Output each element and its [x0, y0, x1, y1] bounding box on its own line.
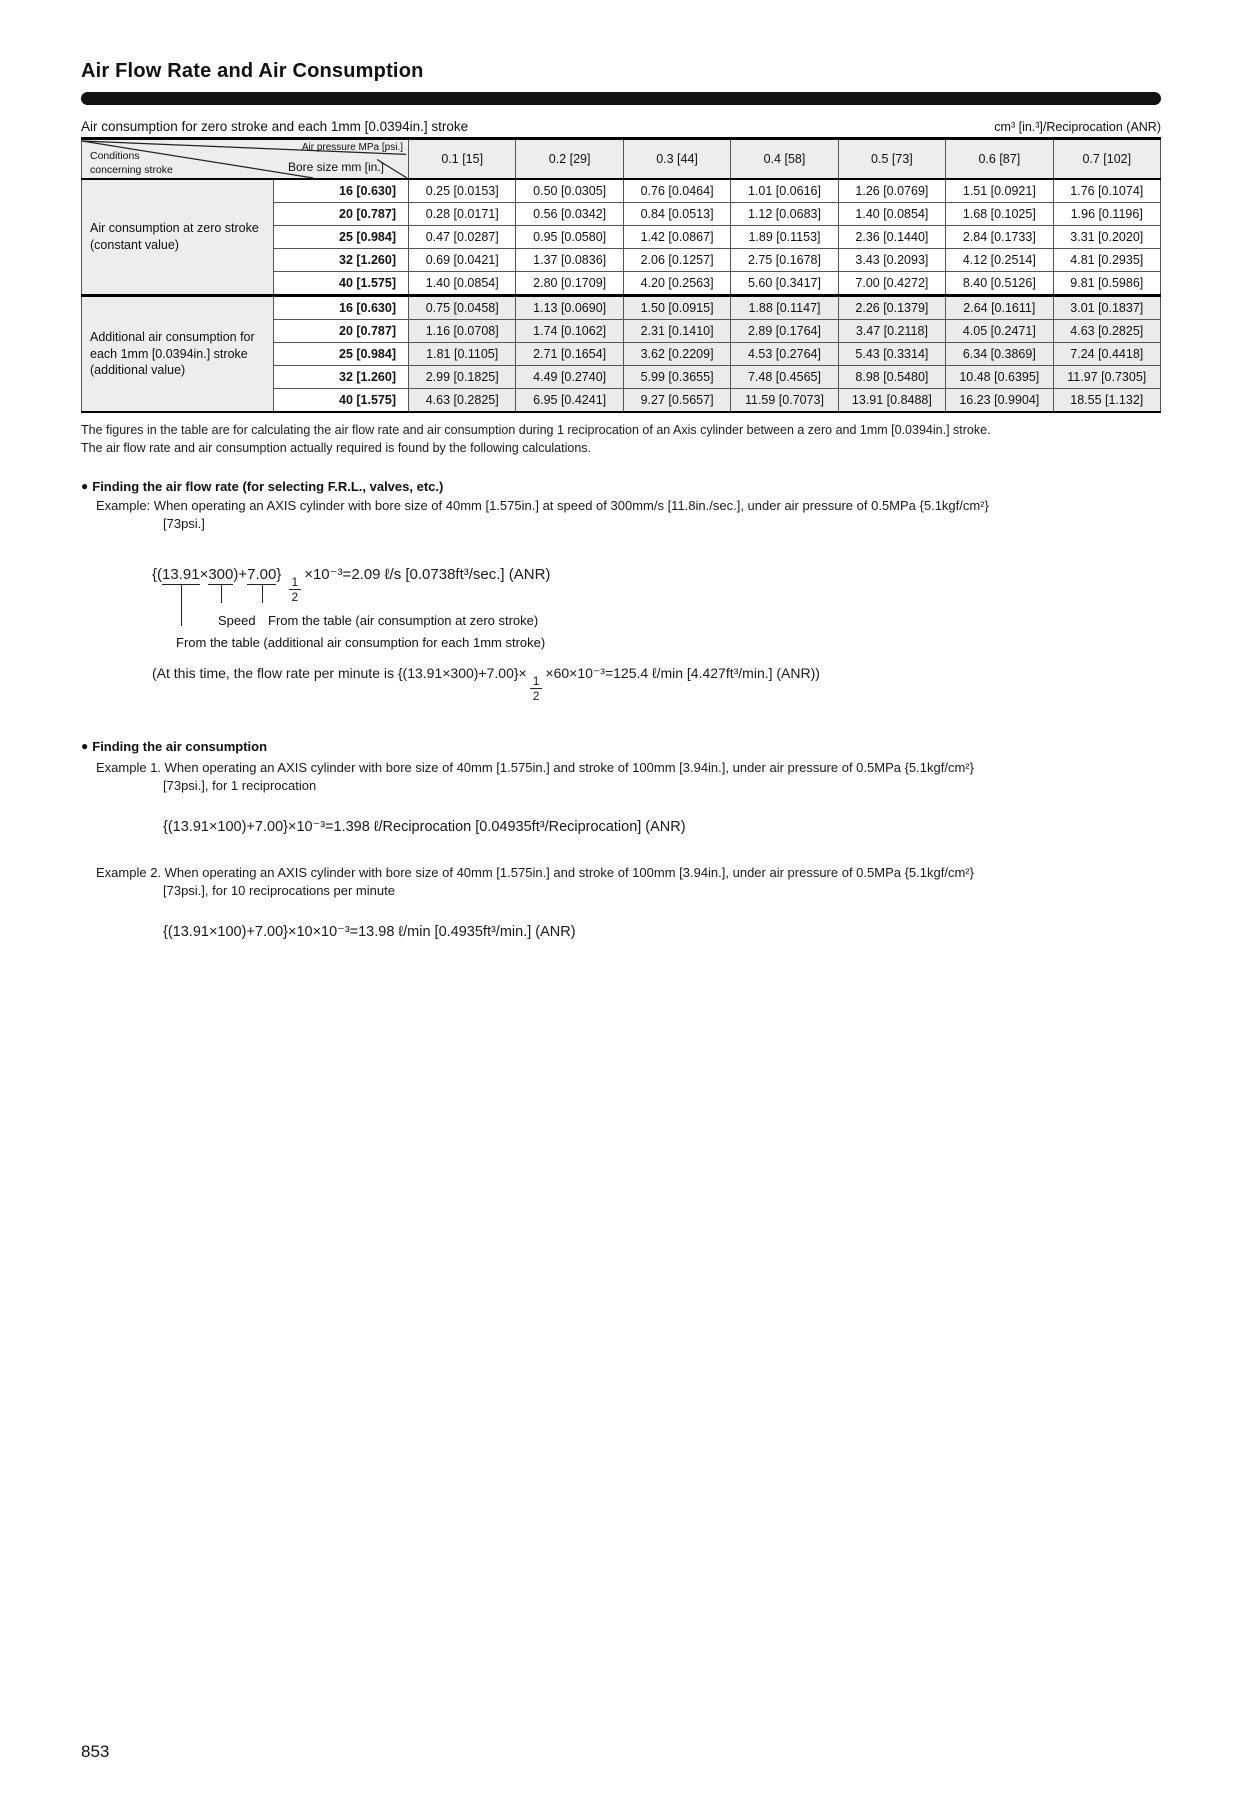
- value-cell: 1.40 [0.0854]: [409, 272, 516, 296]
- consumption-example-2: [81, 865, 1161, 940]
- value-cell: 2.84 [0.1733]: [946, 226, 1053, 249]
- value-cell: 7.48 [0.4565]: [731, 366, 838, 389]
- pressure-header: 0.2 [29]: [516, 139, 623, 180]
- value-cell: 0.25 [0.0153]: [409, 179, 516, 203]
- example2-line2: [73psi.], for 10 reciprocations per minute: [163, 883, 395, 899]
- formula-brace: }: [276, 566, 282, 584]
- footnote-line1: The figures in the table are for calculating the air flow rate and air consumption during 1 reciprocation of an Axis cylinder between a zero and 1mm [0.0394in.] stroke.: [81, 423, 991, 437]
- value-cell: 2.64 [0.1611]: [946, 296, 1053, 320]
- minute-note-pre: (At this time, the flow rate per minute is {(13.91×300)+7.00}×: [152, 665, 527, 682]
- formula-close-plus: )+: [233, 566, 248, 584]
- example2-line1: Example 2. When operating an AXIS cylinder with bore size of 40mm [1.575in.] and stroke of 100mm [3.94in.], under air pressure of 0.5MPa {5.1kgf/cm²}: [96, 865, 974, 881]
- bullet-icon: ●: [81, 479, 89, 494]
- fraction-one-half: $\frac{1}{2}$: [289, 576, 302, 604]
- table-header-row: [82, 139, 1161, 180]
- value-cell: 0.76 [0.0464]: [623, 179, 730, 203]
- value-cell: 13.91 [0.8488]: [838, 389, 945, 413]
- value-cell: 0.50 [0.0305]: [516, 179, 623, 203]
- bore-size-cell: 25 [0.984]: [274, 226, 409, 249]
- value-cell: 2.36 [0.1440]: [838, 226, 945, 249]
- table-footnotes: [81, 421, 1091, 457]
- formula-times: ×: [199, 566, 209, 584]
- value-cell: 1.74 [0.1062]: [516, 320, 623, 343]
- fraction-one-half: $\frac{1}{2}$: [530, 675, 543, 703]
- annotation-zero-stroke: From the table (air consumption at zero stroke): [268, 613, 539, 629]
- value-cell: 18.55 [1.132]: [1053, 389, 1160, 413]
- value-cell: 4.20 [0.2563]: [623, 272, 730, 296]
- bore-size-cell: 32 [1.260]: [274, 249, 409, 272]
- example1-formula: {(13.91×100)+7.00}×10⁻³=1.398 ℓ/Reciprocation [0.04935ft³/Reciprocation] (ANR): [163, 819, 686, 836]
- bore-size-cell: 25 [0.984]: [274, 343, 409, 366]
- bullet-icon: ●: [81, 739, 89, 754]
- corner-bore-size-label: Bore size mm [in.]: [287, 160, 384, 174]
- table-row: [82, 179, 1161, 203]
- consumption-example-1: [81, 760, 1161, 835]
- value-cell: 0.47 [0.0287]: [409, 226, 516, 249]
- bore-size-cell: 16 [0.630]: [274, 296, 409, 320]
- value-cell: 9.27 [0.5657]: [623, 389, 730, 413]
- value-cell: 1.37 [0.0836]: [516, 249, 623, 272]
- value-cell: 0.75 [0.0458]: [409, 296, 516, 320]
- value-cell: 5.60 [0.3417]: [731, 272, 838, 296]
- air-consumption-section: [81, 739, 1161, 940]
- value-cell: 3.47 [0.2118]: [838, 320, 945, 343]
- value-cell: 1.81 [0.1105]: [409, 343, 516, 366]
- row-group-label: Air consumption at zero stroke (constant value): [82, 179, 274, 296]
- value-cell: 0.56 [0.0342]: [516, 203, 623, 226]
- value-cell: 4.53 [0.2764]: [731, 343, 838, 366]
- air-flow-section: [81, 479, 1161, 703]
- corner-conditions-line1: Conditions: [90, 150, 140, 162]
- value-cell: 4.05 [0.2471]: [946, 320, 1053, 343]
- consumption-table-body: [82, 179, 1161, 412]
- page-content: [81, 60, 1161, 940]
- value-cell: 9.81 [0.5986]: [1053, 272, 1160, 296]
- value-cell: 1.96 [0.1196]: [1053, 203, 1160, 226]
- value-cell: 1.01 [0.0616]: [731, 179, 838, 203]
- table-caption: Air consumption for zero stroke and each 1mm [0.0394in.] stroke: [81, 119, 469, 134]
- air-flow-heading: [81, 479, 1161, 494]
- value-cell: 16.23 [0.9904]: [946, 389, 1053, 413]
- value-cell: 7.24 [0.4418]: [1053, 343, 1160, 366]
- annotation-additional-stroke: From the table (additional air consumption for each 1mm stroke): [176, 635, 546, 651]
- air-flow-heading-text: Finding the air flow rate (for selecting F.R.L., valves, etc.): [92, 479, 444, 495]
- value-cell: 0.69 [0.0421]: [409, 249, 516, 272]
- value-cell: 1.26 [0.0769]: [838, 179, 945, 203]
- title-divider-bar: [81, 92, 1161, 105]
- value-cell: 1.68 [0.1025]: [946, 203, 1053, 226]
- air-consumption-heading-text: Finding the air consumption: [92, 739, 268, 755]
- value-cell: 2.06 [0.1257]: [623, 249, 730, 272]
- value-cell: 2.89 [0.1764]: [731, 320, 838, 343]
- value-cell: 8.98 [0.5480]: [838, 366, 945, 389]
- value-cell: 4.63 [0.2825]: [409, 389, 516, 413]
- value-cell: 2.71 [0.1654]: [516, 343, 623, 366]
- air-consumption-table: [81, 137, 1161, 413]
- bore-size-cell: 16 [0.630]: [274, 179, 409, 203]
- value-cell: 6.95 [0.4241]: [516, 389, 623, 413]
- value-cell: 4.63 [0.2825]: [1053, 320, 1160, 343]
- value-cell: 11.59 [0.7073]: [731, 389, 838, 413]
- table-caption-row: [81, 119, 1161, 134]
- page-number: 853: [81, 1742, 110, 1761]
- value-cell: 8.40 [0.5126]: [946, 272, 1053, 296]
- page-title: Air Flow Rate and Air Consumption: [81, 60, 424, 82]
- value-cell: 5.43 [0.3314]: [838, 343, 945, 366]
- annotation-speed: Speed: [218, 613, 256, 629]
- value-cell: 11.97 [0.7305]: [1053, 366, 1160, 389]
- footnote-line2: The air flow rate and air consumption actually required is found by the following calculations.: [81, 441, 591, 456]
- value-cell: 1.16 [0.0708]: [409, 320, 516, 343]
- formula-zero-stroke-value: 7.00: [247, 566, 277, 584]
- pressure-header: 0.4 [58]: [731, 139, 838, 180]
- value-cell: 3.01 [0.1837]: [1053, 296, 1160, 320]
- bore-size-cell: 40 [1.575]: [274, 389, 409, 413]
- value-cell: 1.50 [0.0915]: [623, 296, 730, 320]
- flow-rate-per-minute-note: [152, 665, 1161, 703]
- value-cell: 4.49 [0.2740]: [516, 366, 623, 389]
- air-flow-example-line2: [73psi.]: [163, 516, 205, 532]
- formula-open: {(: [152, 566, 163, 584]
- value-cell: 0.84 [0.0513]: [623, 203, 730, 226]
- corner-conditions-line2: concerning stroke: [90, 164, 173, 177]
- bore-size-cell: 20 [0.787]: [274, 320, 409, 343]
- value-cell: 6.34 [0.3869]: [946, 343, 1053, 366]
- corner-air-pressure-label: Air pressure MPa [psi.]: [301, 142, 403, 153]
- air-flow-formula-block: [152, 565, 1161, 657]
- formula-speed-value: 300: [208, 566, 234, 584]
- value-cell: 0.95 [0.0580]: [516, 226, 623, 249]
- value-cell: 0.28 [0.0171]: [409, 203, 516, 226]
- value-cell: 1.42 [0.0867]: [623, 226, 730, 249]
- value-cell: 3.31 [0.2020]: [1053, 226, 1160, 249]
- example1-line1: Example 1. When operating an AXIS cylinder with bore size of 40mm [1.575in.] and stroke of 100mm [3.94in.], under air pressure of 0.5MPa {5.1kgf/cm²}: [96, 760, 974, 776]
- pressure-header: 0.7 [102]: [1053, 139, 1160, 180]
- value-cell: 4.81 [0.2935]: [1053, 249, 1160, 272]
- value-cell: 4.12 [0.2514]: [946, 249, 1053, 272]
- minute-note-post: ×60×10⁻³=125.4 ℓ/min [4.427ft³/min.] (ANR)): [545, 665, 820, 682]
- bore-size-cell: 20 [0.787]: [274, 203, 409, 226]
- bore-size-cell: 32 [1.260]: [274, 366, 409, 389]
- table-unit-note: cm³ [in.³]/Reciprocation (ANR): [994, 120, 1161, 134]
- value-cell: 3.62 [0.2209]: [623, 343, 730, 366]
- value-cell: 1.89 [0.1153]: [731, 226, 838, 249]
- value-cell: 1.88 [0.1147]: [731, 296, 838, 320]
- table-row: [82, 296, 1161, 320]
- value-cell: 1.51 [0.0921]: [946, 179, 1053, 203]
- value-cell: 2.99 [0.1825]: [409, 366, 516, 389]
- air-flow-example-line1: Example: When operating an AXIS cylinder with bore size of 40mm [1.575in.] at speed of 300mm/s [11.8in./sec.], under air pressure of 0.5MPa {5.1kgf/cm²}: [96, 498, 989, 514]
- formula-additional-value: 13.91: [162, 566, 200, 584]
- value-cell: 2.75 [0.1678]: [731, 249, 838, 272]
- row-group-label: Additional air consumption for each 1mm [0.0394in.] stroke (additional value): [82, 296, 274, 413]
- example1-line2: [73psi.], for 1 reciprocation: [163, 778, 317, 794]
- value-cell: 1.76 [0.1074]: [1053, 179, 1160, 203]
- pressure-header: 0.3 [44]: [623, 139, 730, 180]
- pressure-header: 0.5 [73]: [838, 139, 945, 180]
- pressure-header: 0.6 [87]: [946, 139, 1053, 180]
- example2-formula: {(13.91×100)+7.00}×10×10⁻³=13.98 ℓ/min [0.4935ft³/min.] (ANR): [163, 924, 576, 941]
- value-cell: 10.48 [0.6395]: [946, 366, 1053, 389]
- value-cell: 3.43 [0.2093]: [838, 249, 945, 272]
- value-cell: 5.99 [0.3655]: [623, 366, 730, 389]
- table-corner-cell: [82, 139, 409, 180]
- value-cell: 2.26 [0.1379]: [838, 296, 945, 320]
- bore-size-cell: 40 [1.575]: [274, 272, 409, 296]
- formula-result: ×10⁻³=2.09 ℓ/s [0.0738ft³/sec.] (ANR): [304, 566, 551, 584]
- value-cell: 2.31 [0.1410]: [623, 320, 730, 343]
- value-cell: 7.00 [0.4272]: [838, 272, 945, 296]
- value-cell: 1.13 [0.0690]: [516, 296, 623, 320]
- pressure-header: 0.1 [15]: [409, 139, 516, 180]
- value-cell: 1.40 [0.0854]: [838, 203, 945, 226]
- corner-conditions-label: [90, 149, 173, 177]
- air-consumption-heading: [81, 739, 1161, 754]
- air-flow-formula: [152, 565, 1161, 604]
- value-cell: 2.80 [0.1709]: [516, 272, 623, 296]
- value-cell: 1.12 [0.0683]: [731, 203, 838, 226]
